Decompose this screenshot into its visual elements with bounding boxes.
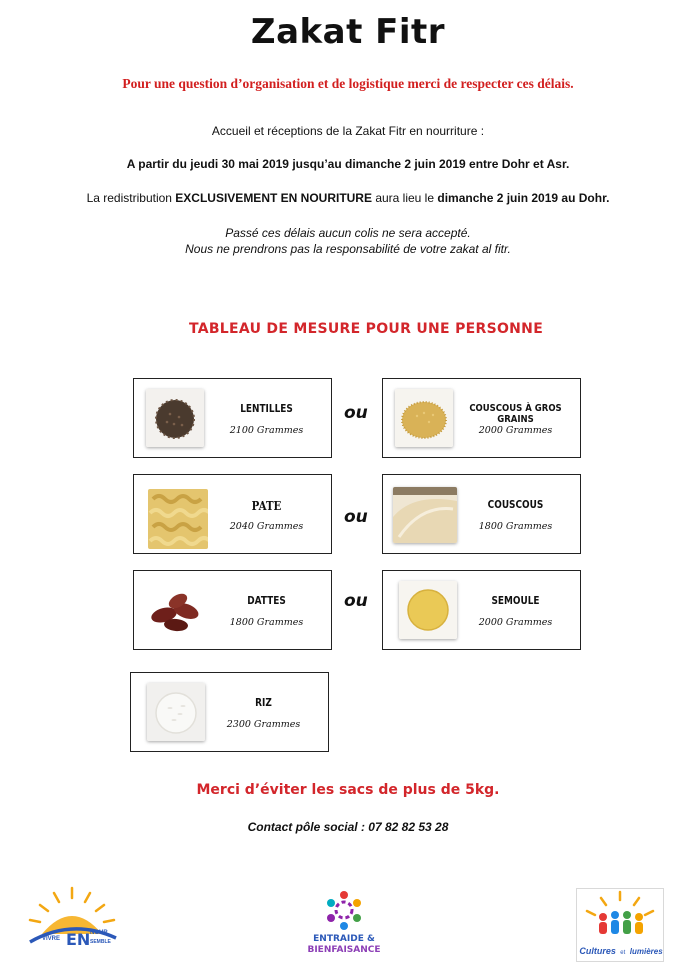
- reception-dates: A partir du jeudi 30 mai 2019 jusqu’au dimanche 2 juin 2019 entre Dohr et Asr.: [126, 157, 570, 171]
- redistribution-date: dimanche 2 juin 2019 au Dohr.: [437, 191, 610, 205]
- logo-center-line2: BIENFAISANCE: [307, 945, 381, 955]
- dates-photo: [146, 581, 204, 639]
- children-sun-icon: [577, 889, 663, 939]
- semolina-photo: [399, 581, 457, 639]
- or-label: ou: [344, 507, 368, 527]
- item-quantity: 1800 Grammes: [478, 521, 553, 532]
- vivre-en-nour-logo: [24, 884, 120, 954]
- notice-line-1: Passé ces délais aucun colis ne sera accepté.: [225, 226, 471, 240]
- notice-line-2: Nous ne prendrons pas la responsabilité de votre zakat al fitr.: [185, 242, 511, 256]
- item-name: LENTILLES: [240, 403, 293, 415]
- item-card-semoule: [382, 570, 581, 650]
- item-name: PATE: [251, 499, 282, 513]
- item-card-dattes: [133, 570, 332, 650]
- redistribution-prefix: La redistribution: [86, 191, 176, 205]
- pasta-photo: [148, 489, 208, 549]
- logo-small-bottom: SEMBLE: [90, 939, 111, 945]
- logo-small-left: VIVRE: [42, 936, 61, 942]
- people-circle-icon: [306, 888, 382, 932]
- item-name: SEMOULE: [491, 595, 540, 607]
- item-quantity: 2000 Grammes: [478, 425, 553, 436]
- item-card-lentilles: [133, 378, 332, 458]
- coarse-couscous-photo: [395, 389, 453, 447]
- item-card-riz: [130, 672, 329, 752]
- item-name: COUSCOUS: [487, 499, 544, 511]
- entraide-bienfaisance-logo: [306, 888, 382, 960]
- item-quantity: 1800 Grammes: [229, 617, 304, 628]
- logo-big-en: EN: [66, 930, 91, 949]
- logo-center-line1: ENTRAIDE &: [313, 934, 375, 944]
- reception-intro: Accueil et réceptions de la Zakat Fitr en nourriture :: [211, 124, 485, 138]
- logo-small-top: NOUR: [90, 930, 108, 936]
- item-card-coarse-couscous: [382, 378, 581, 458]
- bag-weight-note: Merci d’éviter les sacs de plus de 5kg.: [196, 782, 500, 798]
- logo-right-text: [579, 941, 663, 959]
- redistribution-line: [0, 191, 696, 205]
- item-name: COUSCOUS À GROS GRAINS: [469, 403, 562, 425]
- logo-right-main: Cultures: [579, 946, 616, 956]
- item-card-pate: [133, 474, 332, 554]
- table-title: TABLEAU DE MESURE POUR UNE PERSONNE: [188, 321, 544, 337]
- item-name: RIZ: [255, 697, 272, 709]
- item-name: DATTES: [247, 595, 286, 607]
- redistribution-middle: aura lieu le: [371, 191, 438, 205]
- item-quantity: 2100 Grammes: [229, 425, 304, 436]
- or-label: ou: [344, 403, 368, 423]
- couscous-photo: [393, 487, 457, 543]
- logo-right-end: lumières: [629, 947, 663, 956]
- rice-photo: [147, 683, 205, 741]
- item-card-couscous: [382, 474, 581, 554]
- logo-right-mid: et: [620, 950, 626, 956]
- item-quantity: 2000 Grammes: [478, 617, 553, 628]
- cultures-lumieres-logo: [576, 888, 664, 962]
- page-title: Zakat Fitr: [250, 12, 446, 52]
- item-quantity: 2300 Grammes: [226, 719, 301, 730]
- contact-line: Contact pôle social : 07 82 82 53 28: [247, 820, 449, 834]
- redistribution-emphasis: EXCLUSIVEMENT EN NOURITURE: [175, 191, 372, 205]
- item-quantity: 2040 Grammes: [229, 521, 304, 532]
- or-label: ou: [344, 591, 368, 611]
- lentils-photo: [146, 389, 204, 447]
- organisation-warning: Pour une question d’organisation et de logistique merci de respecter ces délais.: [122, 76, 574, 91]
